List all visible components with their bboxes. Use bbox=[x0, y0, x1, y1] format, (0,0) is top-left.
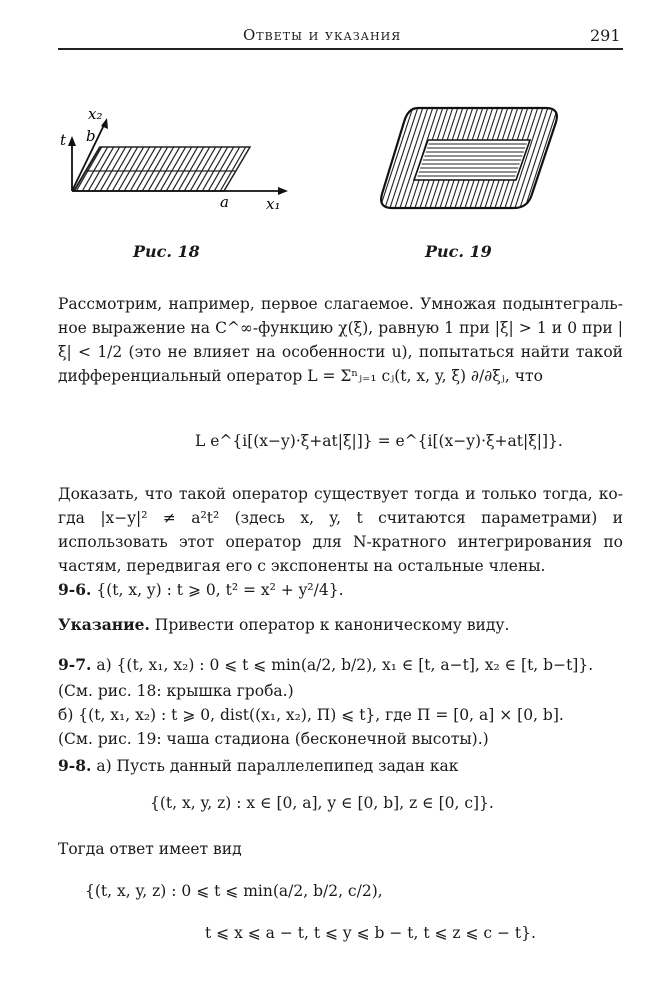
hint-text: Привести оператор к каноническому виду. bbox=[154, 616, 510, 634]
label-t: t bbox=[60, 131, 67, 149]
figure-18-caption: Рис. 18 bbox=[133, 242, 200, 261]
figure-18-coffin-lid bbox=[60, 105, 300, 215]
problem-9-7a bbox=[58, 655, 593, 674]
label-b: b bbox=[86, 127, 96, 145]
formula-3-line-1: {(t, x, y, z) : 0 ⩽ t ⩽ min(a/2, b/2, c/2), bbox=[85, 882, 383, 900]
problem-9-8-number: 9-8. bbox=[58, 756, 92, 775]
problem-9-7b-note: (См. рис. 19: чаша стадиона (бесконечной высоты).) bbox=[58, 730, 489, 748]
figure-19-caption: Рис. 19 bbox=[425, 242, 492, 261]
problem-9-6-number: 9-6. bbox=[58, 580, 92, 599]
page-number: 291 bbox=[590, 26, 621, 45]
figure-19-stadium-bowl bbox=[378, 104, 568, 214]
hint-label: Указание. bbox=[58, 615, 150, 634]
problem-9-6 bbox=[58, 580, 344, 599]
hint bbox=[58, 615, 509, 634]
problem-9-8-text: а) Пусть данный параллелепипед задан как bbox=[96, 757, 459, 775]
problem-9-8 bbox=[58, 756, 458, 775]
then-text: Тогда ответ имеет вид bbox=[58, 840, 242, 858]
problem-9-7a-answer: а) {(t, x₁, x₂) : 0 ⩽ t ⩽ min(a/2, b/2), x₁ ∈ [t, a−t], x₂ ∈ [t, b−t]}. bbox=[96, 656, 594, 674]
label-a: a bbox=[220, 193, 229, 211]
formula-2: {(t, x, y, z) : x ∈ [0, a], y ∈ [0, b], z ∈ [0, c]}. bbox=[150, 794, 494, 812]
paragraph-1 bbox=[58, 292, 623, 388]
problem-9-7a-note: (См. рис. 18: крышка гроба.) bbox=[58, 682, 294, 700]
header-rule bbox=[58, 48, 623, 50]
label-x2: x₂ bbox=[88, 105, 103, 123]
formula-1: L e^{i[(x−y)·ξ+at|ξ|]} = e^{i[(x−y)·ξ+at|ξ|]}. bbox=[195, 432, 563, 450]
problem-9-7-number: 9-7. bbox=[58, 655, 92, 674]
formula-3-line-2: t ⩽ x ⩽ a − t, t ⩽ y ⩽ b − t, t ⩽ z ⩽ c − t}. bbox=[205, 924, 536, 942]
paragraph-1-text: Рассмотрим, например, первое слагаемое. Умножая подынтегральное выражение на C^∞-функцию χ(ξ), равную 1 при |ξ| > 1 и 0 при |ξ| < 1/2 (это не влияет на особенности u), попытаться найти такой дифференциальный оператор L = Σⁿⱼ₌₁ cⱼ(t, x, y, ξ) ∂/∂ξⱼ, что bbox=[58, 295, 623, 385]
paragraph-2: Доказать, что такой оператор существует тогда и только тогда, когда |x−y|² ≠ a²t² (здесь x, y, t считаются параметрами) и использовать этот оператор для N-кратного интегрирования по частям, передвигая его с экспоненты на остальные члены. bbox=[58, 485, 623, 575]
label-x1: x₁ bbox=[266, 195, 281, 213]
problem-9-6-answer: {(t, x, y) : t ⩾ 0, t² = x² + y²/4}. bbox=[96, 581, 344, 599]
running-header: Ответы и указания bbox=[243, 26, 402, 44]
problem-9-7b-answer: б) {(t, x₁, x₂) : t ⩾ 0, dist((x₁, x₂), Π) ⩽ t}, где Π = [0, a] × [0, b]. bbox=[58, 706, 564, 724]
